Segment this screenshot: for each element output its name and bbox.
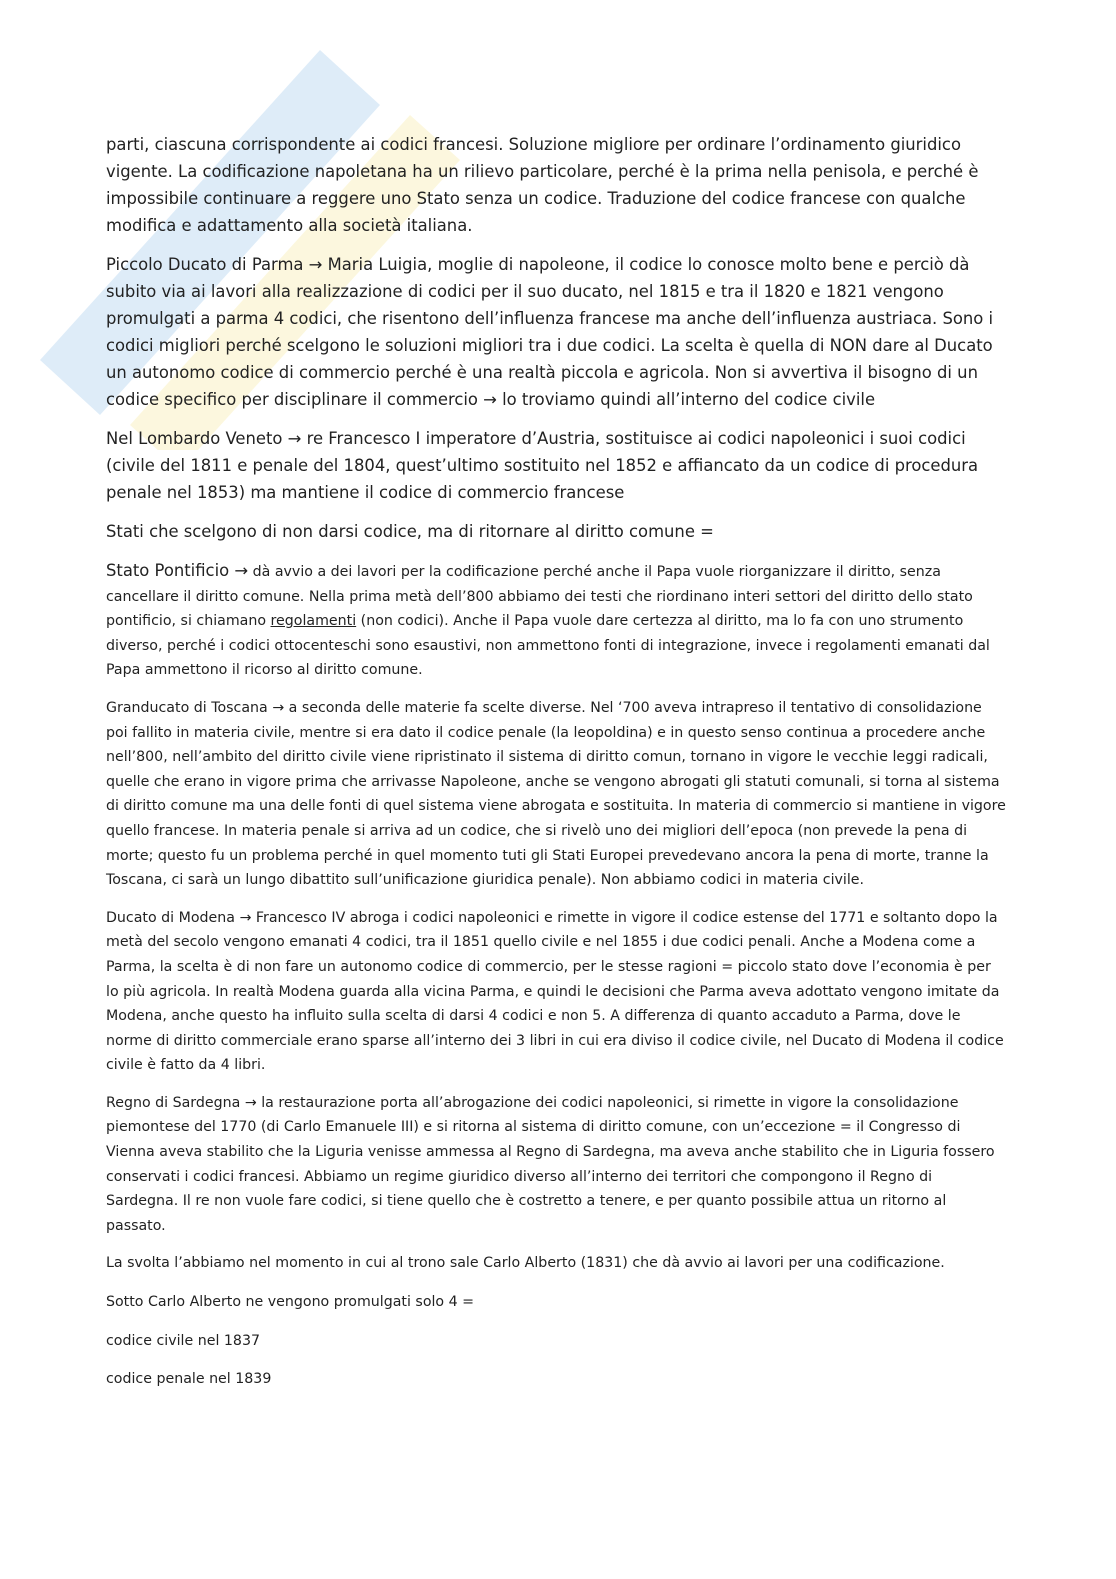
stato-pontificio-heading: Stato Pontificio → <box>106 561 249 580</box>
stato-pontificio-text-b: (non codici). Anche il Papa vuole dare certezza al diritto, ma lo fa con uno strumento diverso, perché i codici ottocenteschi sono esaustivi, non ammettono fonti di integrazione, invece i regolamenti emanati dal Papa ammettono il ricorso al diritto comune. <box>106 613 990 679</box>
paragraph-stati-diritto-comune: Stati che scelgono di non darsi codice, ma di ritornare al diritto comune = <box>106 522 714 541</box>
paragraph-modena: Ducato di Modena → Francesco IV abroga i codici napoleonici e rimette in vigore il codice estense del 1771 e soltanto dopo la metà del secolo vengono emanati 4 codici, tra il 1851 quello civile e nel 1855 i due codici penali. Anche a Modena come a Parma, la scelta è di non fare un autonomo codice di commercio, per le stesse ragioni = piccolo stato dove l’economia è per lo più agricola. In realtà Modena guarda alla vicina Parma, e quindi le decisioni che Parma aveva adottato vengono imitate da Modena, anche questo ha influito sulla scelta di darsi 4 codici e non 5. A differenza di quanto accaduto a Parma, dove le norme di diritto commerciale erano sparse all’interno dei 3 libri in cui era diviso il codice civile, nel Ducato di Modena il codice civile è fatto da 4 libri. <box>106 909 1004 1074</box>
paragraph-carlo-alberto: Sotto Carlo Alberto ne vengono promulgati solo 4 = <box>106 1294 475 1311</box>
document-body <box>106 131 1006 1392</box>
paragraph-lombardo-veneto: Nel Lombardo Veneto → re Francesco I imperatore d’Austria, sostituisce ai codici napoleonici i suoi codici (civile del 1811 e penale del 1804, quest’ultimo sostituito nel 1852 e affiancato da un codice di procedura penale nel 1853) ma mantiene il codice di commercio francese <box>106 429 979 502</box>
list-codice-penale: codice penale nel 1839 <box>106 1371 272 1388</box>
paragraph-svolta: La svolta l’abbiamo nel momento in cui al trono sale Carlo Alberto (1831) che dà avvio ai lavori per una codificazione. <box>106 1255 945 1272</box>
paragraph-stato-pontificio <box>106 559 1006 683</box>
paragraph-napoli: parti, ciascuna corrispondente ai codici francesi. Soluzione migliore per ordinare l’ordinamento giuridico vigente. La codificazione napoletana ha un rilievo particolare, perché è la prima nella penisola, e perché è impossibile continuare a reggere uno Stato senza un codice. Traduzione del codice francese con qualche modifica e adattamento alla società italiana. <box>106 135 979 235</box>
paragraph-parma: Piccolo Ducato di Parma → Maria Luigia, moglie di napoleone, il codice lo conosce molto bene e perciò dà subito via ai lavori alla realizzazione di codici per il suo ducato, nel 1815 e tra il 1820 e 1821 vengono promulgati a parma 4 codici, che risentono dell’influenza francese ma anche dell’influenza austriaca. Sono i codici migliori perché scelgono le soluzioni migliori tra i due codici. La scelta è quella di NON dare al Ducato un autonomo codice di commercio perché è una realtà piccola e agricola. Non si avvertiva il bisogno di un codice specifico per disciplinare il commercio → lo troviamo quindi all’interno del codice civile <box>106 255 994 409</box>
list-codice-civile: codice civile nel 1837 <box>106 1332 261 1349</box>
regolamenti-underlined: regolamenti <box>270 613 357 630</box>
paragraph-sardegna: Regno di Sardegna → la restaurazione porta all’abrogazione dei codici napoleonici, si rimette in vigore la consolidazione piemontese del 1770 (di Carlo Emanuele III) e si ritorna al sistema di diritto comune, con un’eccezione = il Congresso di Vienna aveva stabilito che la Liguria venisse ammessa al Regno di Sardegna, ma aveva anche stabilito che in Liguria fossero conservati i codici francesi. Abbiamo un regime giuridico diverso all’interno dei territori che compongono il Regno di Sardegna. Il re non vuole fare codici, si tiene quello che è costretto a tenere, e per quanto possibile attua un ritorno al passato. <box>106 1094 995 1234</box>
paragraph-toscana: Granducato di Toscana → a seconda delle materie fa scelte diverse. Nel ‘700 aveva intrapreso il tentativo di consolidazione poi fallito in materia civile, mentre si era dato il codice penale (la leopoldina) e in questo senso continua a procedere anche nell’800, nell’ambito del diritto civile viene ripristinato il sistema di diritto comun, tornano in vigore le vecchie leggi radicali, quelle che erano in vigore prima che arrivasse Napoleone, anche se vengono abrogati gli statuti comunali, si torna al sistema di diritto comune ma una delle fonti di quel sistema viene abrogata e sostituita. In materia di commercio si mantiene in vigore quello francese. In materia penale si arriva ad un codice, che si rivelò uno dei migliori dell’epoca (non prevede la pena di morte; questo fu un problema perché in quel momento tuti gli Stati Europei prevedevano ancora la pena di morte, tranne la Toscana, ci sarà un lungo dibattito sull’unificazione giuridica penale). Non abbiamo codici in materia civile. <box>106 699 1006 889</box>
stato-pontificio-text-a: dà avvio a dei lavori per la codificazione perché anche il Papa vuole riorganizzare il diritto, senza cancellare il diritto comune. Nella prima metà dell’800 abbiamo dei testi che riordinano interi settori del diritto dello stato pontificio, si chiamano <box>106 564 973 630</box>
